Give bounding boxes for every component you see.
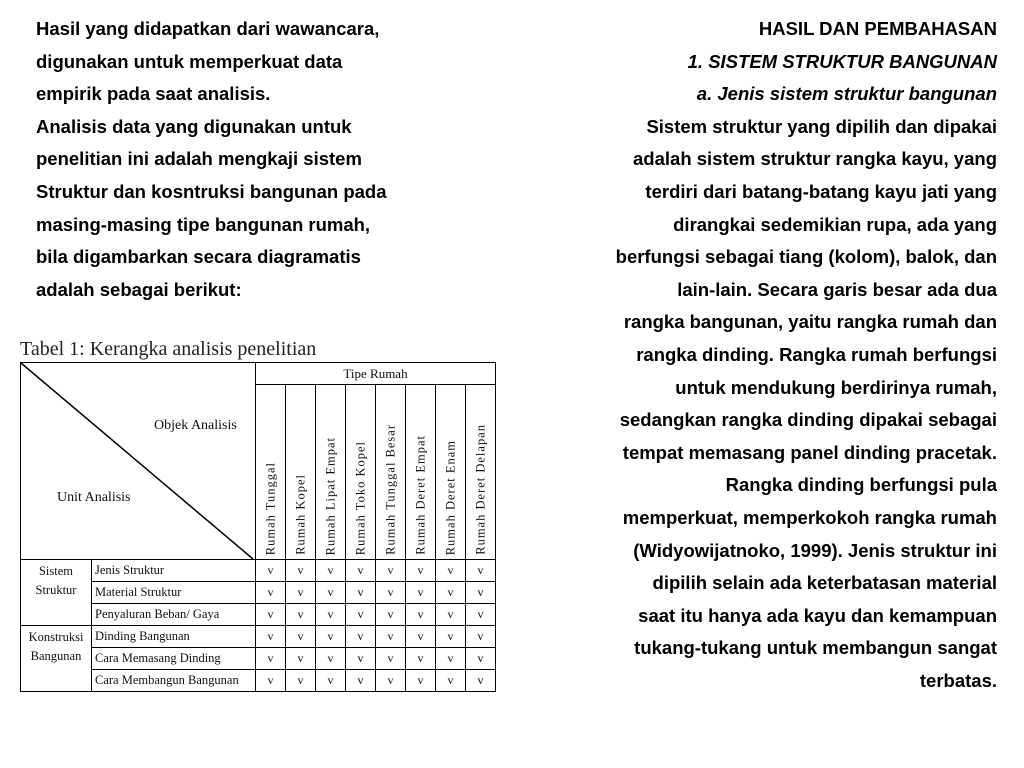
check-mark: v bbox=[406, 604, 436, 626]
check-mark: v bbox=[376, 648, 406, 670]
check-mark: v bbox=[286, 560, 316, 582]
check-mark: v bbox=[436, 648, 466, 670]
check-mark: v bbox=[286, 670, 316, 692]
check-mark: v bbox=[436, 626, 466, 648]
text-line: dipilih selain ada keterbatasan material bbox=[652, 572, 997, 594]
row-label: Dinding Bangunan bbox=[92, 626, 256, 648]
row-label: Cara Membangun Bangunan bbox=[92, 670, 256, 692]
check-mark: v bbox=[406, 626, 436, 648]
check-mark: v bbox=[406, 560, 436, 582]
column-header-label: Rumah Lipat Empat bbox=[323, 436, 337, 555]
column-header-label: Rumah Toko Kopel bbox=[353, 440, 367, 555]
text-line: memperkuat, memperkokoh rangka rumah bbox=[622, 506, 997, 528]
group-label: Konstruksi Bangunan bbox=[21, 626, 92, 692]
section-heading: HASIL DAN PEMBAHASAN bbox=[758, 18, 997, 39]
text-line: empirik pada saat analisis. bbox=[36, 83, 271, 105]
check-mark: v bbox=[466, 582, 496, 604]
unit-analisis-label: Unit Analisis bbox=[57, 490, 131, 505]
column-header bbox=[466, 385, 496, 560]
check-mark: v bbox=[316, 648, 346, 670]
text-line: Analisis data yang digunakan untuk bbox=[36, 115, 352, 137]
check-mark: v bbox=[406, 648, 436, 670]
table-row bbox=[21, 560, 496, 582]
text-line: sedangkan rangka dinding dipakai sebagai bbox=[619, 409, 997, 431]
section-subsubheading: a. Jenis sistem struktur bangunan bbox=[696, 83, 997, 105]
diagonal-line bbox=[21, 363, 253, 559]
check-mark: v bbox=[406, 582, 436, 604]
column-header-label: Rumah Tunggal bbox=[263, 461, 277, 555]
right-column-text bbox=[507, 13, 997, 697]
text-line: tukang-tukang untuk membangun sangat bbox=[634, 637, 997, 659]
row-label: Material Struktur bbox=[92, 582, 256, 604]
check-mark: v bbox=[466, 560, 496, 582]
column-header-label: Rumah Kopel bbox=[293, 474, 307, 555]
text-line: adalah sistem struktur rangka kayu, yang bbox=[633, 148, 997, 170]
section-subheading: 1. SISTEM STRUKTUR BANGUNAN bbox=[687, 50, 997, 72]
check-mark: v bbox=[346, 560, 376, 582]
check-mark: v bbox=[436, 670, 466, 692]
text-line: untuk mendukung berdirinya rumah, bbox=[675, 376, 997, 398]
check-mark: v bbox=[436, 582, 466, 604]
check-mark: v bbox=[346, 626, 376, 648]
table-caption: Tabel 1: Kerangka analisis penelitian bbox=[20, 338, 317, 360]
check-mark: v bbox=[256, 648, 286, 670]
column-header bbox=[286, 385, 316, 560]
check-mark: v bbox=[436, 560, 466, 582]
text-line: rangka bangunan, yaitu rangka rumah dan bbox=[623, 311, 997, 333]
check-mark: v bbox=[346, 648, 376, 670]
check-mark: v bbox=[466, 648, 496, 670]
check-mark: v bbox=[376, 626, 406, 648]
text-line: Rangka dinding berfungsi pula bbox=[725, 474, 997, 496]
check-mark: v bbox=[466, 626, 496, 648]
text-line: terdiri dari batang-batang kayu jati yang bbox=[645, 180, 997, 202]
group-label: Sistem Struktur bbox=[21, 560, 92, 626]
column-header bbox=[376, 385, 406, 560]
text-line: penelitian ini adalah mengkaji sistem bbox=[36, 148, 362, 170]
column-header-label: Rumah Deret Enam bbox=[443, 439, 457, 555]
check-mark: v bbox=[376, 560, 406, 582]
check-mark: v bbox=[316, 626, 346, 648]
text-line: tempat memasang panel dinding pracetak. bbox=[622, 441, 997, 463]
check-mark: v bbox=[466, 670, 496, 692]
row-label: Cara Memasang Dinding bbox=[92, 648, 256, 670]
text-line: dirangkai sedemikian rupa, ada yang bbox=[673, 213, 997, 235]
check-mark: v bbox=[346, 604, 376, 626]
text-line: saat itu hanya ada kayu dan kemampuan bbox=[638, 604, 997, 626]
check-mark: v bbox=[256, 604, 286, 626]
check-mark: v bbox=[436, 604, 466, 626]
right-body bbox=[507, 111, 997, 698]
check-mark: v bbox=[286, 626, 316, 648]
left-paragraph bbox=[36, 111, 506, 307]
column-header bbox=[316, 385, 346, 560]
text-line: Hasil yang didapatkan dari wawancara, bbox=[36, 18, 380, 39]
check-mark: v bbox=[286, 648, 316, 670]
row-label: Penyaluran Beban/ Gaya bbox=[92, 604, 256, 626]
text-line: Sistem struktur yang dipilih dan dipakai bbox=[646, 115, 997, 137]
table-row bbox=[21, 626, 496, 648]
text-line: digunakan untuk memperkuat data bbox=[36, 50, 343, 72]
column-header bbox=[346, 385, 376, 560]
table-row bbox=[21, 648, 496, 670]
check-mark: v bbox=[256, 626, 286, 648]
tipe-rumah-header: Tipe Rumah bbox=[256, 363, 496, 385]
check-mark: v bbox=[376, 670, 406, 692]
check-mark: v bbox=[286, 604, 316, 626]
table-body bbox=[21, 560, 496, 692]
column-header-label: Rumah Deret Empat bbox=[413, 435, 427, 555]
row-label: Jenis Struktur bbox=[92, 560, 256, 582]
column-header-label: Rumah Tunggal Besar bbox=[383, 424, 397, 555]
check-mark: v bbox=[316, 670, 346, 692]
text-line: berfungsi sebagai tiang (kolom), balok, dan bbox=[615, 246, 997, 268]
text-line: rangka dinding. Rangka rumah berfungsi bbox=[636, 343, 997, 365]
diagonal-header-cell bbox=[21, 363, 256, 560]
check-mark: v bbox=[256, 670, 286, 692]
left-paragraph bbox=[36, 13, 506, 111]
table-row bbox=[21, 670, 496, 692]
check-mark: v bbox=[316, 604, 346, 626]
analysis-framework-table bbox=[20, 362, 496, 692]
text-line: masing-masing tipe bangunan rumah, bbox=[36, 213, 371, 235]
text-line: Struktur dan kosntruksi bangunan pada bbox=[36, 180, 387, 202]
check-mark: v bbox=[316, 560, 346, 582]
column-header bbox=[406, 385, 436, 560]
table-row bbox=[21, 604, 496, 626]
check-mark: v bbox=[376, 582, 406, 604]
text-line: (Widyowijatnoko, 1999). Jenis struktur ini bbox=[633, 539, 997, 561]
text-line: terbatas. bbox=[919, 669, 997, 691]
check-mark: v bbox=[406, 670, 436, 692]
column-header bbox=[436, 385, 466, 560]
check-mark: v bbox=[376, 604, 406, 626]
text-line: lain-lain. Secara garis besar ada dua bbox=[677, 278, 997, 300]
column-header-label: Rumah Deret Delapan bbox=[473, 424, 487, 555]
left-column-text bbox=[36, 13, 506, 306]
check-mark: v bbox=[256, 560, 286, 582]
table-row bbox=[21, 582, 496, 604]
objek-analisis-label: Objek Analisis bbox=[154, 418, 237, 433]
check-mark: v bbox=[256, 582, 286, 604]
check-mark: v bbox=[466, 604, 496, 626]
column-header bbox=[256, 385, 286, 560]
check-mark: v bbox=[286, 582, 316, 604]
check-mark: v bbox=[346, 582, 376, 604]
check-mark: v bbox=[316, 582, 346, 604]
text-line: bila digambarkan secara diagramatis bbox=[36, 246, 361, 268]
text-line: adalah sebagai berikut: bbox=[36, 278, 242, 300]
check-mark: v bbox=[346, 670, 376, 692]
